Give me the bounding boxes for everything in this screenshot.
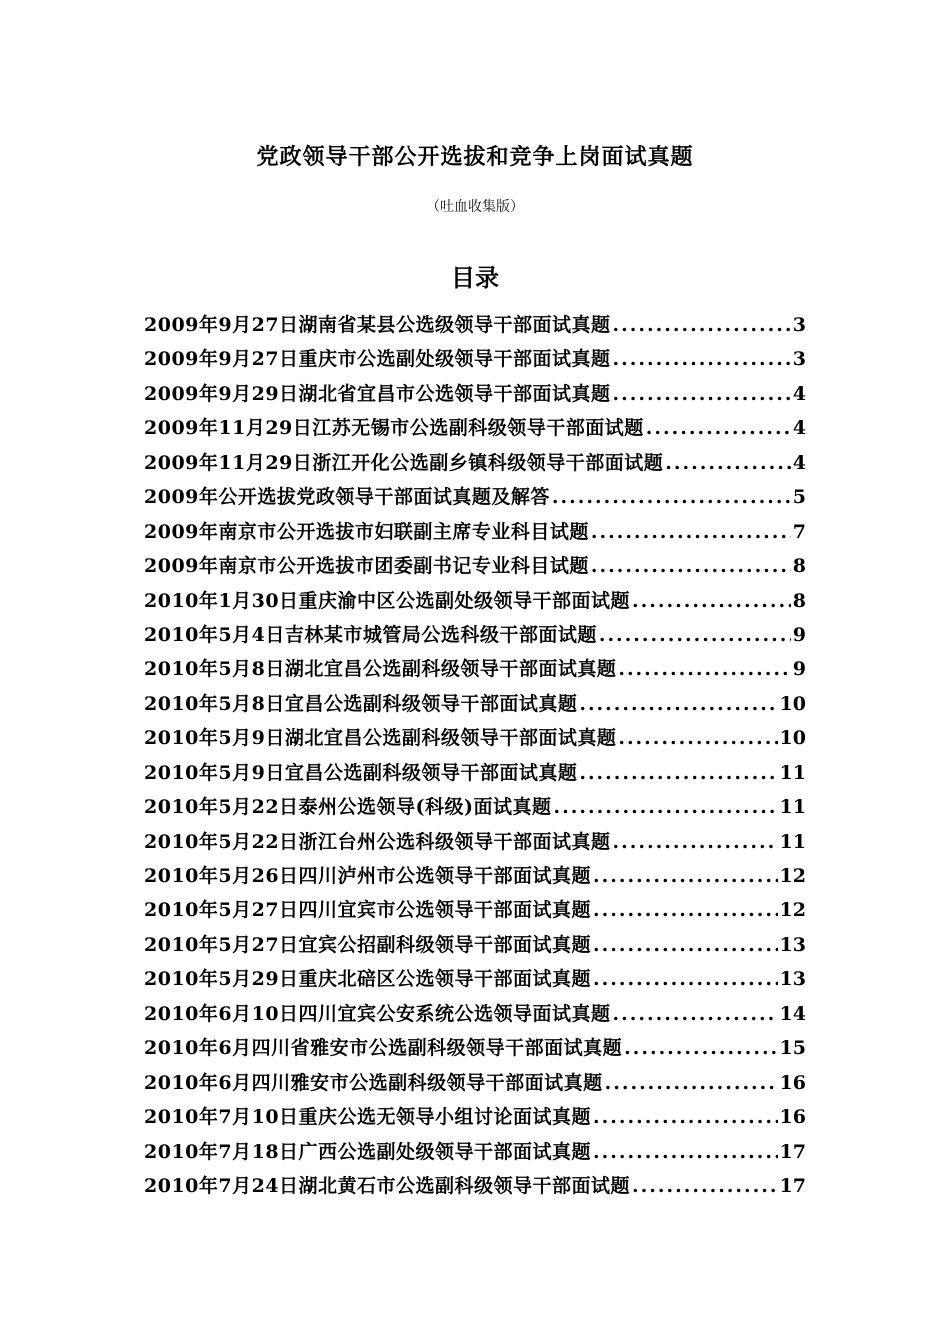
toc-page-number: 16 xyxy=(779,1071,806,1094)
toc-entry-title: 2010年6月四川雅安市公选副科级领导干部面试真题 xyxy=(144,1071,603,1094)
toc-page-number: 10 xyxy=(779,692,806,715)
toc-dot-leader xyxy=(593,962,778,996)
toc-entry-title: 2010年5月9日湖北宜昌公选副科级领导干部面试真题 xyxy=(144,727,617,750)
toc-page-number: 9 xyxy=(792,623,806,646)
toc-page-number: 8 xyxy=(792,589,806,612)
toc-dot-leader xyxy=(591,515,791,549)
toc-entry-title: 2010年5月27日四川宜宾市公选领导干部面试真题 xyxy=(144,899,592,922)
toc-entry[interactable] xyxy=(144,997,806,1031)
toc-page-number: 4 xyxy=(792,451,806,474)
toc-entry-title: 2010年5月9日宜昌公选副科级领导干部面试真题 xyxy=(144,761,578,784)
toc-page-number: 9 xyxy=(792,658,806,681)
toc-page-number: 10 xyxy=(779,727,806,750)
document-subtitle: （吐血收集版） xyxy=(426,199,524,215)
toc-entry[interactable] xyxy=(144,515,806,549)
toc-entry-title: 2009年11月29日江苏无锡市公选副科级领导干部面试题 xyxy=(144,417,644,440)
toc-dot-leader xyxy=(624,1031,777,1065)
toc-page-number: 17 xyxy=(779,1174,806,1197)
toc-entry-title: 2010年5月26日四川泸州市公选领导干部面试真题 xyxy=(144,865,592,887)
toc-entry[interactable] xyxy=(144,928,806,962)
toc-entry-title: 2010年6月四川省雅安市公选副科级领导干部面试真题 xyxy=(144,1037,623,1060)
toc-dot-leader xyxy=(632,584,791,618)
toc-entry-title: 2009年9月29日湖北省宜昌市公选领导干部面试真题 xyxy=(144,382,611,405)
toc-page-number: 8 xyxy=(792,555,806,578)
toc-entry[interactable] xyxy=(144,1066,806,1100)
toc-dot-leader xyxy=(618,652,790,686)
toc-page-number: 11 xyxy=(779,761,806,784)
toc-dot-leader xyxy=(593,1135,778,1169)
toc-entry-title: 2009年11月29日浙江开化公选副乡镇科级领导干部面试题 xyxy=(144,451,664,474)
toc-entry[interactable] xyxy=(144,825,806,859)
toc-dot-leader xyxy=(591,549,791,583)
toc-entry-title: 2010年5月27日宜宾公招副科级领导干部面试真题 xyxy=(144,933,592,956)
toc-entry[interactable] xyxy=(144,893,806,927)
toc-page-number: 4 xyxy=(792,382,806,405)
toc-dot-leader xyxy=(618,721,777,755)
toc-page-number: 3 xyxy=(792,314,806,336)
toc-entry[interactable] xyxy=(144,308,806,342)
toc-entry-title: 2009年南京市公开选拔市妇联副主席专业科目试题 xyxy=(144,520,589,543)
toc-entry[interactable] xyxy=(144,618,806,652)
toc-entry[interactable] xyxy=(144,790,806,824)
toc-entry[interactable] xyxy=(144,584,806,618)
toc-dot-leader xyxy=(665,446,791,480)
toc-dot-leader xyxy=(613,342,791,376)
toc-page-number: 7 xyxy=(792,520,806,543)
toc-entry[interactable] xyxy=(144,859,806,893)
toc-dot-leader xyxy=(632,1169,778,1203)
toc-page-number: 17 xyxy=(779,1140,806,1163)
toc-entry-title: 2009年9月27日重庆市公选副处级领导干部面试真题 xyxy=(144,348,611,371)
toc-page-number: 13 xyxy=(779,933,806,956)
toc-entry-title: 2010年5月22日泰州公选领导(科级)面试真题 xyxy=(144,796,552,819)
toc-dot-leader xyxy=(552,480,791,514)
toc-entry-title: 2010年5月29日重庆北碚区公选领导干部面试真题 xyxy=(144,968,592,991)
toc-entry-title: 2009年9月27日湖南省某县公选级领导干部面试真题 xyxy=(144,314,611,336)
toc-dot-leader xyxy=(554,790,778,824)
toc-entry-title: 2010年5月4日吉林某市城管局公选科级干部面试题 xyxy=(144,623,597,646)
toc-heading: 目录 xyxy=(451,264,499,292)
toc-entry[interactable] xyxy=(144,962,806,996)
toc-dot-leader xyxy=(613,308,791,342)
toc-entry-title: 2009年公开选拔党政领导干部面试真题及解答 xyxy=(144,486,550,509)
toc-entry-title: 2010年5月8日宜昌公选副科级领导干部面试真题 xyxy=(144,692,578,715)
toc-dot-leader xyxy=(613,377,791,411)
toc-page-number: 11 xyxy=(779,796,806,819)
toc-entry-title: 2009年南京市公开选拔市团委副书记专业科目试题 xyxy=(144,555,589,578)
document-title: 党政领导干部公开选拔和竞争上岗面试真题 xyxy=(256,145,694,170)
toc-entry-title: 2010年7月24日湖北黄石市公选副科级领导干部面试题 xyxy=(144,1174,631,1197)
toc-entry-title: 2010年5月22日浙江台州公选科级领导干部面试真题 xyxy=(144,830,611,853)
toc-page-number: 3 xyxy=(792,348,806,371)
toc-dot-leader xyxy=(593,859,778,893)
toc-entry-title: 2010年6月10日四川宜宾公安系统公选领导面试真题 xyxy=(144,1002,611,1025)
toc-page-number: 14 xyxy=(779,1002,806,1025)
toc-entry[interactable] xyxy=(144,446,806,480)
toc-page-number: 11 xyxy=(779,830,806,853)
toc-page-number: 13 xyxy=(779,968,806,991)
toc-dot-leader xyxy=(605,1066,778,1100)
toc-dot-leader xyxy=(579,687,777,721)
toc-entry[interactable] xyxy=(144,756,806,790)
toc-dot-leader xyxy=(593,1100,778,1134)
toc-entry[interactable] xyxy=(144,377,806,411)
toc-entry-title: 2010年1月30日重庆渝中区公选副处级领导干部面试题 xyxy=(144,589,631,612)
toc-page-number: 4 xyxy=(792,417,806,440)
toc-entry[interactable] xyxy=(144,1169,806,1203)
toc-page-number: 5 xyxy=(792,486,806,509)
toc-entry[interactable] xyxy=(144,1100,806,1134)
toc-entry[interactable] xyxy=(144,480,806,514)
toc-page-number: 16 xyxy=(779,1106,806,1129)
toc-page-number: 12 xyxy=(779,865,806,887)
toc-dot-leader xyxy=(593,928,778,962)
toc-dot-leader xyxy=(579,756,777,790)
toc-dot-leader xyxy=(599,618,791,652)
toc-entry-title: 2010年7月10日重庆公选无领导小组讨论面试真题 xyxy=(144,1106,592,1129)
toc-dot-leader xyxy=(593,893,778,927)
toc-dot-leader xyxy=(646,411,791,445)
toc-entry[interactable] xyxy=(144,652,806,686)
toc-dot-leader xyxy=(613,825,778,859)
toc-entry[interactable] xyxy=(144,687,806,721)
toc-page-number: 12 xyxy=(779,899,806,922)
toc-entry-title: 2010年7月18日广西公选副处级领导干部面试真题 xyxy=(144,1140,592,1163)
toc-entry[interactable] xyxy=(144,549,806,583)
toc-page-number: 15 xyxy=(779,1037,806,1060)
toc-dot-leader xyxy=(613,997,778,1031)
table-of-contents xyxy=(144,308,806,1203)
toc-entry[interactable] xyxy=(144,342,806,376)
toc-entry[interactable] xyxy=(144,721,806,755)
toc-entry-title: 2010年5月8日湖北宜昌公选副科级领导干部面试真题 xyxy=(144,658,617,681)
toc-entry[interactable] xyxy=(144,411,806,445)
toc-entry[interactable] xyxy=(144,1031,806,1065)
toc-entry[interactable] xyxy=(144,1135,806,1169)
